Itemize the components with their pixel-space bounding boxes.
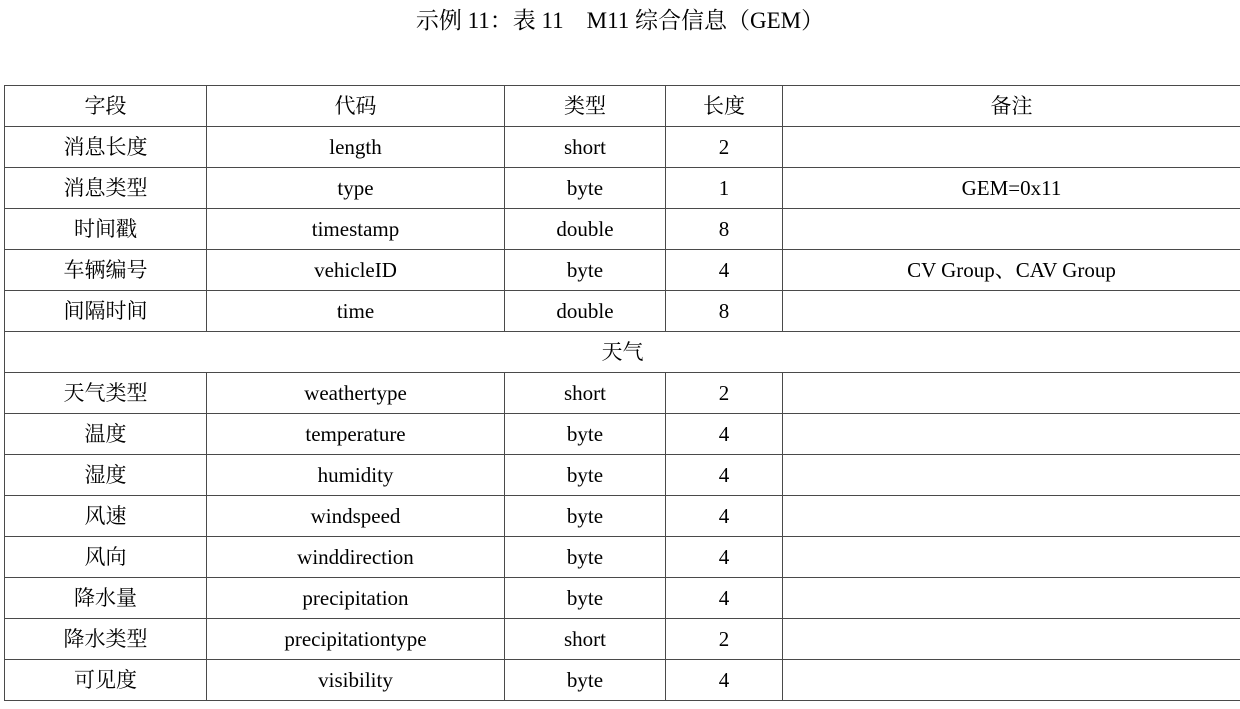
field-cell: 湿度 [5,455,207,496]
length-cell: 4 [666,250,783,291]
length-cell: 1 [666,168,783,209]
note-cell [783,414,1240,455]
code-cell: winddirection [207,537,505,578]
type-cell: byte [505,496,666,537]
header-note: 备注 [783,86,1240,127]
table-row [5,660,1240,701]
table-row [5,414,1240,455]
note-cell [783,578,1240,619]
code-cell: windspeed [207,496,505,537]
field-cell: 消息类型 [5,168,207,209]
note-cell [783,619,1240,660]
table-row [5,168,1240,209]
table-row [5,619,1240,660]
type-cell: short [505,373,666,414]
section-label: 天气 [5,332,1240,373]
field-cell: 车辆编号 [5,250,207,291]
code-cell: time [207,291,505,332]
type-cell: byte [505,537,666,578]
table-caption: 示例 11：表 11 M11 综合信息（GEM） [415,8,825,33]
type-cell: short [505,619,666,660]
message-spec-table [4,85,1240,701]
note-cell [783,455,1240,496]
note-cell [783,660,1240,701]
length-cell: 4 [666,578,783,619]
length-cell: 2 [666,127,783,168]
length-cell: 8 [666,209,783,250]
table-row [5,127,1240,168]
type-cell: byte [505,578,666,619]
table-row [5,496,1240,537]
note-cell [783,373,1240,414]
header-field: 字段 [5,86,207,127]
field-cell: 天气类型 [5,373,207,414]
length-cell: 8 [666,291,783,332]
table-row [5,537,1240,578]
code-cell: precipitationtype [207,619,505,660]
code-cell: temperature [207,414,505,455]
note-cell: GEM=0x11 [783,168,1240,209]
type-cell: byte [505,660,666,701]
type-cell: byte [505,250,666,291]
table-row [5,373,1240,414]
table-row [5,250,1240,291]
code-cell: vehicleID [207,250,505,291]
field-cell: 风向 [5,537,207,578]
table-row [5,291,1240,332]
header-length: 长度 [666,86,783,127]
field-cell: 降水量 [5,578,207,619]
header-type: 类型 [505,86,666,127]
type-cell: byte [505,414,666,455]
table-row [5,209,1240,250]
field-cell: 间隔时间 [5,291,207,332]
table-header-row [5,86,1240,127]
code-cell: timestamp [207,209,505,250]
code-cell: humidity [207,455,505,496]
code-cell: precipitation [207,578,505,619]
length-cell: 4 [666,537,783,578]
type-cell: short [505,127,666,168]
table-row [5,455,1240,496]
field-cell: 消息长度 [5,127,207,168]
length-cell: 4 [666,496,783,537]
length-cell: 4 [666,660,783,701]
field-cell: 温度 [5,414,207,455]
field-cell: 降水类型 [5,619,207,660]
note-cell [783,209,1240,250]
code-cell: length [207,127,505,168]
length-cell: 4 [666,455,783,496]
note-cell [783,127,1240,168]
note-cell: CV Group、CAV Group [783,250,1240,291]
section-row-weather [5,332,1240,373]
field-cell: 可见度 [5,660,207,701]
note-cell [783,291,1240,332]
field-cell: 风速 [5,496,207,537]
note-cell [783,537,1240,578]
type-cell: byte [505,168,666,209]
type-cell: double [505,209,666,250]
header-code: 代码 [207,86,505,127]
type-cell: double [505,291,666,332]
code-cell: type [207,168,505,209]
length-cell: 4 [666,414,783,455]
code-cell: weathertype [207,373,505,414]
note-cell [783,496,1240,537]
length-cell: 2 [666,619,783,660]
table-row [5,578,1240,619]
field-cell: 时间戳 [5,209,207,250]
code-cell: visibility [207,660,505,701]
type-cell: byte [505,455,666,496]
length-cell: 2 [666,373,783,414]
